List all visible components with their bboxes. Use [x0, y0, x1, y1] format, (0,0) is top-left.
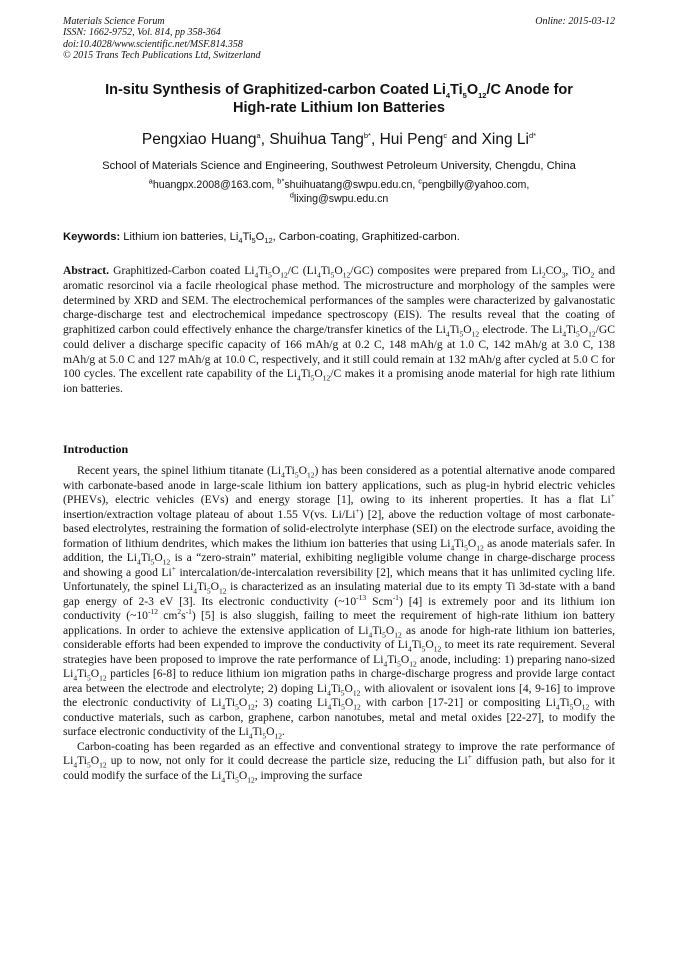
email-link[interactable]: huangpx.2008@163.com,: [152, 179, 278, 191]
author-name: Pengxiao Huang: [141, 131, 257, 148]
author-name: Shuihua Tang: [269, 131, 364, 148]
keywords-label: Keywords:: [63, 231, 121, 243]
journal-name: Materials Science Forum: [63, 16, 165, 27]
email-link[interactable]: lixing@swpu.edu.cn: [293, 193, 389, 205]
section-heading: Introduction: [63, 442, 129, 456]
paper-title: In-situ Synthesis of Graphitized-carbon Coated $Li_4Ti_5O_{12}/C$ Anode for High-rate Lithium Ion Batteries: [105, 82, 573, 116]
email-list: $^a$huangpx.2008@163.com, $^{b*}$shuihuatang@swpu.edu.cn, $^c$pengbilly@yahoo.com, $^d$lixing@swpu.edu.cn: [148, 176, 530, 205]
doi-line: doi:10.4028/www.scientific.net/MSF.814.358: [63, 38, 243, 50]
abstract-text: Graphitized-Carbon coated $Li_4Ti_5O_{12}/C$ $(Li_4Ti_5O_{12}/GC)$ composites were prepared from $Li_2CO_3$, TiO$_2$ and aromatic resorcinol via a facile rheological phase method. The microstructure and morphology of the samples were determined by XRD and SEM. The electrochemical performances of the samples were characterized by galvanostatic charge-discharge test and electrochemical impedance spectroscopy (EIS). The results reveal that the coating of graphitized carbon could effectively enhance the charge/transfer kinetics of the $Li_4Ti_5O_{12}$ electrode. The $Li_4Ti_5O_{12}/GC$ could deliver a discharge specific capacity of 166 mAh/g at 0.2 C, 148 mAh/g at 1.0 C, 142 mAh/g at 3.0 C, 138 mAh/g at 5.0 C and 127 mAh/g at 10.0 C, respectively, and it still could remain at 132 mAh/g after cycled at 5.0 C for 100 cycles. The excellent rate capability of the $Li_4Ti_5O_{12}/C$ makes it a promising anode material for high rate lithium ion batteries.: [63, 264, 616, 395]
author-list: Pengxiao Huang$^a$, Shuihua Tang$^{b*}$, Hui Peng$^c$ and Xing $Li^{d*}$: [141, 130, 537, 148]
running-header: [63, 16, 615, 62]
paragraph: Recent years, the spinel lithium titanate $(Li_4Ti_5O_{12})$ has been considered as a potential alternative anode compared with carbonate-based anode in large-scale lithium ion battery applications, such as plug-in hybrid electric vehicles (PHEVs), electric vehicles (EVs) and energy storage [1], owing to its inherent properties. It has a flat Li+ insertion/extraction voltage plateau of about 1.55 V(vs. Li/Li+) [2], above the reduction voltage of most carbonate-based electrolytes, restraining the formation of solid-electrolyte interphase (SEI) on the electrode surface, avoiding the formation of lithium dendrites, which makes the lithium ion batteries that using $Li_4Ti_5O_{12}$ as anode materials safer. In addition, the $Li_4Ti_5O_{12}$ is a “zero-strain” material, exhibiting negligible volume change in charge-discharge process and showing a good Li+ intercalation/de-intercalation reversibility [2], which means that it has unlimited cycling life. Unfortunately, the spinel $Li_4Ti_5O_{12}$ is characterized as an insulating material due to its empty Ti 3d-state with a band gap energy of 2-3 eV [3]. Its electronic conductivity ($\sim 10^{-13}$ Scm$^{-1}$) [4] is extremely poor and its lithium ion conductivity ($\sim 10^{-12}$ $cm^2s^{-1}$) [5] is also sluggish, failing to meet the requirement of high-rate lithium ion battery applications. In order to achieve the extensive application of $Li_4Ti_5O_{12}$ as anode for high-rate lithium ion batteries, considerable efforts had been expended to improve the conductivity of $Li_4Ti_5O_{12}$ to meet its rate requirement. Several strategies have been proposed to improve the rate performance of $Li_4Ti_5O_{12}$ anode, including: 1) preparing nano-sized $Li_4Ti_5O_{12}$ particles [6-8] to reduce lithium ion migration paths in charge-discharge progress and provide large contact area between the electrode and electrolyte; 2) doping $Li_4Ti_5O_{12}$ with aliovalent or isovalent ions [4, 9-16] to improve the electronic conductivity of $Li_4Ti_5O_{12}$; 3) coating $Li_4Ti_5O_{12}$ with carbon [17-21] or compositing $Li_4Ti_5O_{12}$ with conductive materials, such as carbon, graphene, carbon nanotubes, metal and metal oxides [22-27], to modify the surface electronic conductivity of the $Li_4Ti_5O_{12}$.: [63, 464, 616, 741]
author-name: Xing Li: [481, 131, 529, 148]
paragraph: Carbon-coating has been regarded as an effective and conventional strategy to improve the rate performance of $Li_4Ti_5O_{12}$ up to now, not only for it could decrease the particle size, reducing the Li+ diffusion path, but also for it could modify the surface of the $Li_4Ti_5O_{12}$, improving the surface: [63, 739, 615, 784]
email-link[interactable]: pengbilly@yahoo.com,: [421, 179, 530, 191]
introduction-body: [63, 464, 615, 783]
online-date: Online: 2015-03-12: [535, 16, 615, 27]
issn-line: ISSN: 1662-9752, Vol. 814, pp 358-364: [63, 27, 221, 39]
keywords: Keywords: Lithium ion batteries, $Li_4Ti_5O_{12}$, Carbon-coating, Graphitized-carbon.: [63, 231, 460, 246]
abstract-label: Abstract.: [63, 264, 110, 277]
affiliation: School of Materials Science and Engineering, Southwest Petroleum University, Chengdu, China: [102, 160, 576, 172]
author-name: Hui Peng: [379, 131, 444, 148]
copyright-line: © 2015 Trans Tech Publications Ltd, Switzerland: [63, 50, 261, 62]
abstract: [63, 264, 615, 397]
email-link[interactable]: shuihuatang@swpu.edu.cn,: [284, 179, 419, 191]
